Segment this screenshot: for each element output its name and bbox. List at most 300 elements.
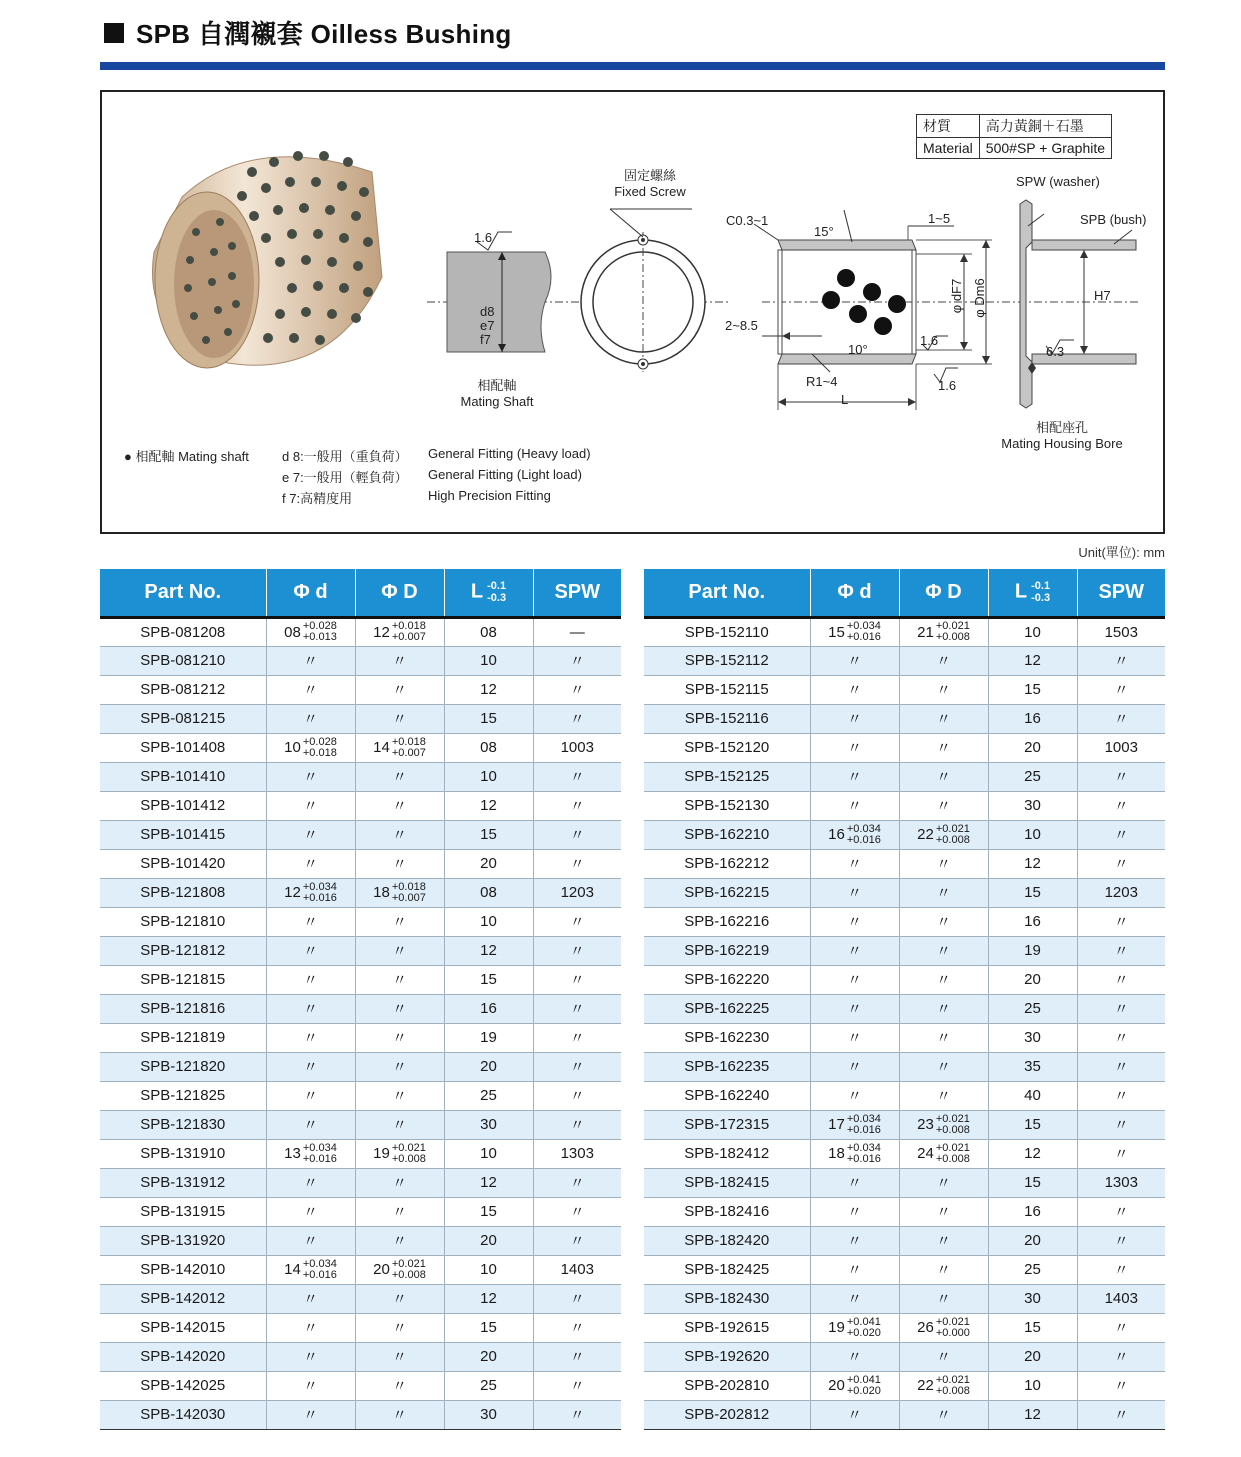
- dim-dF7-label: φ dF7: [949, 278, 965, 314]
- table-row: [644, 1197, 1165, 1226]
- spw-washer-label: SPW (washer): [1016, 174, 1100, 189]
- tolerance-value: [917, 621, 970, 643]
- table-row: [644, 1139, 1165, 1168]
- part-number-cell: SPB-142012: [100, 1284, 266, 1313]
- ditto-mark: 〃: [935, 740, 951, 757]
- table-row: [644, 791, 1165, 820]
- upper-tolerance: +0.034: [846, 620, 881, 632]
- table-row: [644, 704, 1165, 733]
- lower-tolerance: +0.008: [935, 1152, 970, 1165]
- outer-diameter-cell: [899, 1226, 988, 1255]
- ditto-mark: 〃: [391, 943, 407, 960]
- angle-15-label: 15°: [814, 224, 834, 239]
- ditto-mark: 〃: [846, 1407, 862, 1424]
- inner-diameter-cell: [266, 704, 355, 733]
- ditto-mark: 〃: [391, 1059, 407, 1076]
- spw-cell: 1303: [1077, 1168, 1165, 1197]
- legend-desc-1: General Fitting (Light load): [428, 467, 582, 482]
- table-row: [100, 791, 621, 820]
- header-spw: SPW: [1077, 569, 1165, 617]
- ditto-mark: 〃: [846, 1349, 862, 1366]
- table-row: [644, 1023, 1165, 1052]
- nominal-size: 22: [917, 1377, 934, 1394]
- outer-diameter-cell: [355, 907, 444, 936]
- tolerance-value: [828, 1143, 881, 1165]
- outer-diameter-cell: [899, 733, 988, 762]
- inner-diameter-cell: [810, 1110, 899, 1139]
- tolerance-stack: [936, 1143, 970, 1165]
- length-cell: 15: [444, 965, 533, 994]
- header-D: Φ D: [355, 569, 444, 617]
- part-number-cell: SPB-182420: [644, 1226, 810, 1255]
- legend-desc-0: General Fitting (Heavy load): [428, 446, 591, 461]
- tolerance-value: [373, 621, 426, 643]
- part-number-cell: SPB-192615: [644, 1313, 810, 1342]
- upper-tolerance: +0.021: [391, 1257, 426, 1270]
- inner-diameter-cell: [266, 1168, 355, 1197]
- shaft-tol-d8: d8: [480, 304, 495, 319]
- length-cell: 19: [444, 1023, 533, 1052]
- table-row: [644, 820, 1165, 849]
- length-cell: 12: [444, 936, 533, 965]
- nominal-size: 12: [284, 884, 301, 901]
- header-L-upper: -0.1: [487, 580, 507, 593]
- upper-tolerance: +0.034: [846, 1112, 881, 1125]
- outer-diameter-cell: [899, 646, 988, 675]
- length-cell: 12: [988, 1400, 1077, 1429]
- length-cell: 40: [988, 1081, 1077, 1110]
- part-number-cell: SPB-162235: [644, 1052, 810, 1081]
- outer-diameter-cell: [899, 762, 988, 791]
- table-row: [644, 878, 1165, 907]
- lower-tolerance: +0.008: [935, 631, 970, 643]
- outer-diameter-cell: [899, 1110, 988, 1139]
- tolerance-stack: [303, 1259, 337, 1281]
- outer-diameter-cell: [355, 1284, 444, 1313]
- roughness-housing: 6.3: [1046, 344, 1065, 359]
- spw-cell: 〃: [1077, 1371, 1165, 1400]
- table-row: [100, 1023, 621, 1052]
- part-number-cell: SPB-202810: [644, 1371, 810, 1400]
- header-L-upper: -0.1: [1031, 580, 1051, 593]
- tolerance-stack: [392, 1259, 426, 1281]
- table-row: [100, 675, 621, 704]
- table-row: [100, 994, 621, 1023]
- inner-diameter-cell: [266, 994, 355, 1023]
- upper-tolerance: +0.021: [935, 620, 970, 632]
- length-cell: 12: [988, 849, 1077, 878]
- ditto-mark: 〃: [846, 740, 862, 757]
- mating-shaft-en: Mating Shaft: [460, 394, 534, 409]
- inner-diameter-cell: [810, 1400, 899, 1429]
- nominal-size: 12: [373, 623, 390, 641]
- part-number-cell: SPB-152112: [644, 646, 810, 675]
- lower-tolerance: +0.016: [302, 891, 337, 904]
- outer-diameter-cell: [899, 1284, 988, 1313]
- ditto-mark: 〃: [391, 972, 407, 989]
- ditto-mark: 〃: [935, 1233, 951, 1250]
- ditto-mark: 〃: [302, 943, 318, 960]
- inner-diameter-cell: [810, 907, 899, 936]
- ditto-mark: 〃: [391, 1001, 407, 1018]
- table-header-row: [644, 569, 1165, 617]
- fixed-screw-label: [610, 168, 690, 200]
- spw-cell: 〃: [533, 791, 621, 820]
- outer-diameter-cell: [355, 704, 444, 733]
- upper-tolerance: +0.034: [302, 880, 337, 893]
- nominal-size: 15: [828, 623, 845, 641]
- table-row: [100, 1052, 621, 1081]
- spw-cell: 〃: [1077, 704, 1165, 733]
- length-cell: 12: [444, 1168, 533, 1197]
- nominal-size: 20: [373, 1261, 390, 1278]
- length-cell: 16: [988, 1197, 1077, 1226]
- outer-diameter-cell: [355, 1110, 444, 1139]
- length-cell: 25: [988, 994, 1077, 1023]
- spw-cell: 〃: [533, 646, 621, 675]
- length-cell: 30: [988, 1023, 1077, 1052]
- chamfer-label: C0.3~1: [726, 213, 769, 228]
- spec-table-left: [100, 569, 621, 1430]
- radius-label: R1~4: [806, 374, 838, 389]
- inner-diameter-cell: [810, 1226, 899, 1255]
- upper-tolerance: +0.041: [846, 1373, 881, 1386]
- tolerance-stack: [936, 824, 970, 846]
- angle-10-label: 10°: [848, 342, 868, 357]
- length-cell: 10: [444, 1255, 533, 1284]
- spw-cell: 〃: [1077, 936, 1165, 965]
- tolerance-stack: [392, 882, 426, 904]
- inner-diameter-cell: [810, 762, 899, 791]
- length-cell: 16: [444, 994, 533, 1023]
- length-cell: 35: [988, 1052, 1077, 1081]
- part-number-cell: SPB-152116: [644, 704, 810, 733]
- part-number-cell: SPB-121816: [100, 994, 266, 1023]
- lower-tolerance: +0.007: [391, 891, 426, 904]
- tolerance-stack: [392, 621, 426, 643]
- inner-diameter-cell: [266, 1284, 355, 1313]
- part-number-cell: SPB-172315: [644, 1110, 810, 1139]
- inner-diameter-cell: [810, 1168, 899, 1197]
- ditto-mark: 〃: [302, 972, 318, 989]
- outer-diameter-cell: [355, 849, 444, 878]
- spw-cell: 〃: [533, 994, 621, 1023]
- mating-shaft-label: [452, 378, 542, 410]
- table-row: [644, 965, 1165, 994]
- part-number-cell: SPB-081210: [100, 646, 266, 675]
- ditto-mark: 〃: [391, 769, 407, 786]
- spw-cell: 〃: [1077, 1226, 1165, 1255]
- part-number-cell: SPB-131915: [100, 1197, 266, 1226]
- length-cell: 10: [988, 1371, 1077, 1400]
- part-number-cell: SPB-121820: [100, 1052, 266, 1081]
- spw-cell: 〃: [533, 1081, 621, 1110]
- length-cell: 15: [988, 1313, 1077, 1342]
- ditto-mark: 〃: [935, 1262, 951, 1279]
- header-L-lower: -0.3: [487, 592, 507, 605]
- outer-diameter-cell: [355, 1255, 444, 1284]
- outer-diameter-cell: [899, 849, 988, 878]
- spw-cell: 〃: [533, 1226, 621, 1255]
- ditto-mark: 〃: [935, 972, 951, 989]
- ditto-mark: 〃: [935, 1204, 951, 1221]
- ditto-mark: 〃: [935, 856, 951, 873]
- length-cell: 30: [444, 1400, 533, 1429]
- ditto-mark: 〃: [846, 682, 862, 699]
- inner-diameter-cell: [266, 849, 355, 878]
- length-cell: 15: [444, 1313, 533, 1342]
- outer-diameter-cell: [899, 1081, 988, 1110]
- outer-diameter-cell: [899, 704, 988, 733]
- tolerance-stack: [936, 621, 970, 643]
- part-number-cell: SPB-162240: [644, 1081, 810, 1110]
- spw-cell: 〃: [533, 1023, 621, 1052]
- ditto-mark: 〃: [391, 1407, 407, 1424]
- tolerance-stack: [392, 1143, 426, 1165]
- inner-diameter-cell: [266, 762, 355, 791]
- outer-diameter-cell: [355, 1052, 444, 1081]
- spw-cell: 〃: [1077, 1313, 1165, 1342]
- length-cell: 20: [988, 1226, 1077, 1255]
- tolerance-value: [284, 737, 337, 759]
- inner-diameter-cell: [266, 1313, 355, 1342]
- ditto-mark: 〃: [846, 653, 862, 670]
- table-row: [644, 762, 1165, 791]
- tolerance-value: [917, 1317, 970, 1339]
- part-number-cell: SPB-121825: [100, 1081, 266, 1110]
- ditto-mark: 〃: [302, 827, 318, 844]
- spw-cell: 〃: [1077, 1197, 1165, 1226]
- inner-diameter-cell: [810, 936, 899, 965]
- inner-diameter-cell: [266, 1226, 355, 1255]
- length-cell: 15: [444, 704, 533, 733]
- tolerance-stack: [847, 824, 881, 846]
- outer-diameter-cell: [355, 878, 444, 907]
- part-number-cell: SPB-152120: [644, 733, 810, 762]
- nominal-size: 21: [917, 623, 934, 641]
- spw-cell: 1003: [533, 733, 621, 762]
- tolerance-value: [917, 1143, 970, 1165]
- tolerance-stack: [303, 1143, 337, 1165]
- part-number-cell: SPB-081208: [100, 617, 266, 646]
- ditto-mark: 〃: [846, 1233, 862, 1250]
- spw-cell: —: [533, 617, 621, 646]
- tolerance-value: [373, 737, 426, 759]
- table-row: [100, 1342, 621, 1371]
- spw-cell: 〃: [1077, 646, 1165, 675]
- ditto-mark: 〃: [846, 1088, 862, 1105]
- outer-diameter-cell: [355, 936, 444, 965]
- lower-tolerance: +0.016: [302, 1268, 337, 1281]
- ditto-mark: 〃: [302, 1233, 318, 1250]
- spw-cell: 〃: [1077, 1342, 1165, 1371]
- lower-tolerance: +0.008: [391, 1268, 426, 1281]
- length-cell: 30: [988, 791, 1077, 820]
- header-d: Φ d: [266, 569, 355, 617]
- inner-diameter-cell: [810, 965, 899, 994]
- inner-diameter-cell: [810, 733, 899, 762]
- legend-code-0: d 8:一般用（重負荷）: [282, 449, 408, 464]
- table-row: [100, 733, 621, 762]
- lower-tolerance: +0.008: [935, 1123, 970, 1136]
- part-number-cell: SPB-131920: [100, 1226, 266, 1255]
- header-L-tol: [487, 580, 506, 604]
- ditto-mark: 〃: [846, 1204, 862, 1221]
- upper-tolerance: +0.021: [935, 1141, 970, 1154]
- inner-diameter-cell: [266, 1197, 355, 1226]
- outer-diameter-cell: [899, 791, 988, 820]
- upper-tolerance: +0.028: [302, 620, 337, 632]
- table-row: [100, 936, 621, 965]
- part-number-cell: SPB-162230: [644, 1023, 810, 1052]
- part-number-cell: SPB-101412: [100, 791, 266, 820]
- spw-cell: 〃: [1077, 1081, 1165, 1110]
- spw-cell: 〃: [1077, 907, 1165, 936]
- lower-tolerance: +0.000: [935, 1326, 970, 1339]
- outer-diameter-cell: [355, 1313, 444, 1342]
- table-row: [100, 646, 621, 675]
- table-body-left: [100, 617, 621, 1429]
- part-number-cell: SPB-162219: [644, 936, 810, 965]
- outer-diameter-cell: [355, 1023, 444, 1052]
- table-row: [644, 1081, 1165, 1110]
- inner-diameter-cell: [810, 1139, 899, 1168]
- tolerance-stack: [936, 1375, 970, 1397]
- tolerance-stack: [847, 1375, 881, 1397]
- spw-cell: 〃: [533, 675, 621, 704]
- table-row: [100, 907, 621, 936]
- inner-diameter-cell: [810, 1255, 899, 1284]
- outer-diameter-cell: [899, 965, 988, 994]
- inner-diameter-cell: [266, 1371, 355, 1400]
- upper-tolerance: +0.041: [846, 1315, 881, 1328]
- material-value-en: 500#SP + Graphite: [979, 138, 1111, 159]
- part-number-cell: SPB-162212: [644, 849, 810, 878]
- table-row: [100, 965, 621, 994]
- outer-diameter-cell: [899, 675, 988, 704]
- lower-tolerance: +0.016: [846, 631, 881, 643]
- housing-drawing: [1002, 200, 1138, 408]
- ditto-mark: 〃: [935, 1001, 951, 1018]
- outer-diameter-cell: [355, 1226, 444, 1255]
- table-row: [644, 733, 1165, 762]
- material-table: [916, 114, 1112, 159]
- spw-cell: 〃: [1077, 791, 1165, 820]
- part-number-cell: SPB-152115: [644, 675, 810, 704]
- ditto-mark: 〃: [302, 653, 318, 670]
- outer-diameter-cell: [899, 1371, 988, 1400]
- spw-cell: 〃: [533, 1052, 621, 1081]
- length-cell: 12: [988, 646, 1077, 675]
- tolerance-value: [828, 1317, 881, 1339]
- roughness-shaft: 1.6: [474, 230, 493, 245]
- ditto-mark: 〃: [302, 1204, 318, 1221]
- end-view-drawing: [581, 209, 705, 372]
- table-row: [100, 1197, 621, 1226]
- material-row: [917, 115, 1112, 138]
- table-row: [644, 675, 1165, 704]
- title-rule: [100, 62, 1165, 70]
- legend-code-1: e 7:一般用（輕負荷）: [282, 470, 408, 485]
- table-row: [100, 1284, 621, 1313]
- length-cell: 12: [444, 675, 533, 704]
- table-row: [100, 1255, 621, 1284]
- inner-diameter-cell: [266, 617, 355, 646]
- ditto-mark: 〃: [391, 1088, 407, 1105]
- spw-cell: 〃: [1077, 820, 1165, 849]
- table-row: [644, 1284, 1165, 1313]
- table-row: [644, 1052, 1165, 1081]
- spw-cell: 1503: [1077, 617, 1165, 646]
- lower-tolerance: +0.008: [935, 833, 970, 846]
- length-cell: 30: [444, 1110, 533, 1139]
- spw-cell: 〃: [533, 1284, 621, 1313]
- outer-diameter-cell: [355, 1342, 444, 1371]
- part-number-cell: SPB-121815: [100, 965, 266, 994]
- inner-diameter-cell: [266, 907, 355, 936]
- ditto-mark: 〃: [302, 1001, 318, 1018]
- length-cell: 20: [444, 1342, 533, 1371]
- shaft-tol-e7: e7: [480, 318, 495, 333]
- ditto-mark: 〃: [935, 769, 951, 786]
- spw-cell: 〃: [1077, 1139, 1165, 1168]
- outer-diameter-cell: [355, 1168, 444, 1197]
- part-number-cell: SPB-182412: [644, 1139, 810, 1168]
- part-number-cell: SPB-081212: [100, 675, 266, 704]
- lower-tolerance: +0.016: [846, 1152, 881, 1165]
- inner-diameter-cell: [266, 820, 355, 849]
- length-cell: 15: [988, 675, 1077, 704]
- legend-code-2: f 7:高精度用: [282, 491, 353, 506]
- part-number-cell: SPB-152110: [644, 617, 810, 646]
- inner-diameter-cell: [810, 1023, 899, 1052]
- mating-shaft-zh: 相配軸: [477, 378, 517, 393]
- part-number-cell: SPB-142020: [100, 1342, 266, 1371]
- tolerance-stack: [303, 737, 337, 759]
- length-cell: 12: [444, 1284, 533, 1313]
- lower-tolerance: +0.016: [846, 833, 881, 846]
- spw-cell: 〃: [1077, 994, 1165, 1023]
- spw-cell: 〃: [533, 1110, 621, 1139]
- housing-en: Mating Housing Bore: [1001, 436, 1123, 451]
- nominal-size: 14: [373, 739, 390, 756]
- inner-diameter-cell: [266, 1110, 355, 1139]
- nominal-size: 19: [828, 1319, 845, 1336]
- tolerance-stack: [847, 1317, 881, 1339]
- ditto-mark: 〃: [846, 856, 862, 873]
- outer-diameter-cell: [899, 617, 988, 646]
- nominal-size: 17: [828, 1116, 845, 1133]
- inner-diameter-cell: [266, 1342, 355, 1371]
- inner-diameter-cell: [810, 878, 899, 907]
- ditto-mark: 〃: [302, 798, 318, 815]
- housing-zh: 相配座孔: [1035, 420, 1088, 435]
- outer-diameter-cell: [899, 1197, 988, 1226]
- outer-diameter-cell: [899, 1313, 988, 1342]
- spw-cell: 1003: [1077, 733, 1165, 762]
- ditto-mark: 〃: [846, 1001, 862, 1018]
- spw-cell: 〃: [533, 907, 621, 936]
- length-cell: 10: [988, 617, 1077, 646]
- ditto-mark: 〃: [935, 1030, 951, 1047]
- inner-diameter-cell: [266, 936, 355, 965]
- ditto-mark: 〃: [391, 682, 407, 699]
- inner-diameter-cell: [266, 1081, 355, 1110]
- ditto-mark: 〃: [391, 1204, 407, 1221]
- spw-cell: 〃: [1077, 1110, 1165, 1139]
- length-cell: 25: [988, 1255, 1077, 1284]
- outer-diameter-cell: [355, 820, 444, 849]
